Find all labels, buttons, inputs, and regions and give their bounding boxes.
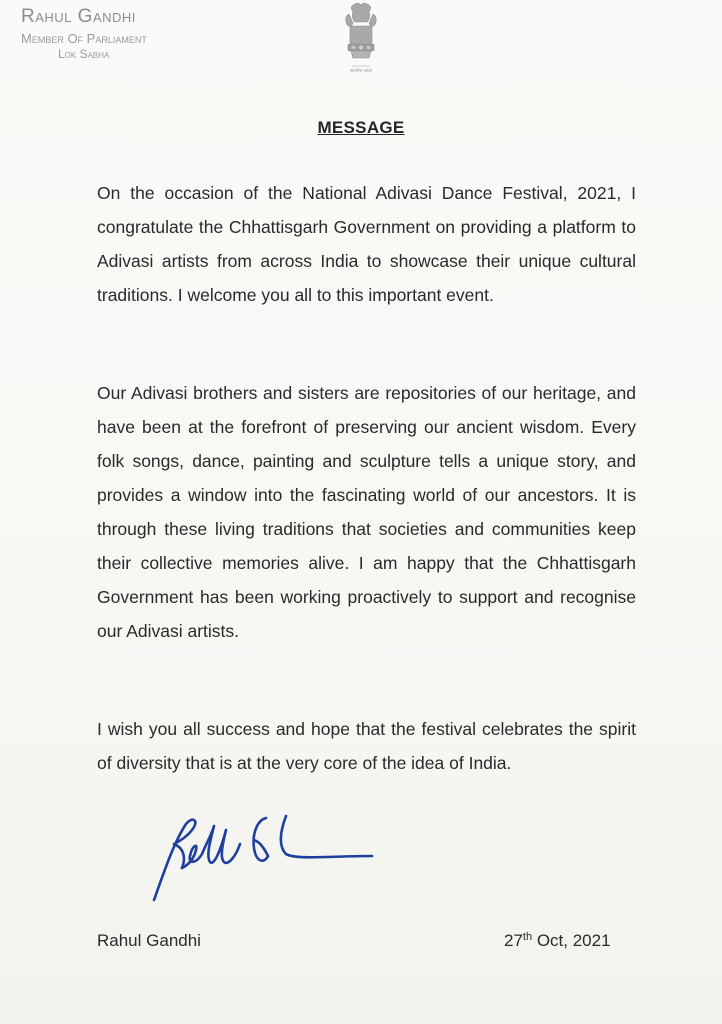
emblem-motto: सत्यमेव जयते [349, 69, 373, 74]
date-day: 27 [504, 931, 523, 950]
message-heading: MESSAGE [317, 118, 405, 137]
message-paragraph-2: Our Adivasi brothers and sisters are repositories of our heritage, and have been at the forefront of preserving our ancient wisdom. Every folk songs, dance, painting and sculpture tells a unique story, and provides a window into the fascinating world of our ancestors. It is through these living traditions that societies and communities keep their collective memories alive. I am happy that the Chhattisgarh Government has been working proactively to support and recognise our Adivasi artists. [97, 383, 636, 641]
message-paragraph-3: I wish you all success and hope that the festival celebrates the spirit of diversity that is at the very core of the idea of India. [97, 719, 636, 773]
letter-date [504, 931, 611, 951]
letterhead-name: Rahul Gandhi [21, 6, 136, 27]
signer-name: Rahul Gandhi [97, 931, 201, 950]
date-rest: Oct, 2021 [532, 931, 611, 950]
message-paragraph-1: On the occasion of the National Adivasi Dance Festival, 2021, I congratulate the Chhattisgarh Government on providing a platform to Adivasi artists from across India to showcase their unique cultural traditions. I welcome you all to this important event. [97, 183, 636, 305]
handwritten-signature-icon [140, 812, 380, 912]
national-emblem-icon [341, 2, 381, 76]
date-suffix: th [522, 931, 533, 943]
letterhead-title: Member Of Parliament [21, 31, 147, 46]
letterhead [21, 6, 147, 62]
letterhead-house: Lok Sabha [58, 47, 110, 61]
